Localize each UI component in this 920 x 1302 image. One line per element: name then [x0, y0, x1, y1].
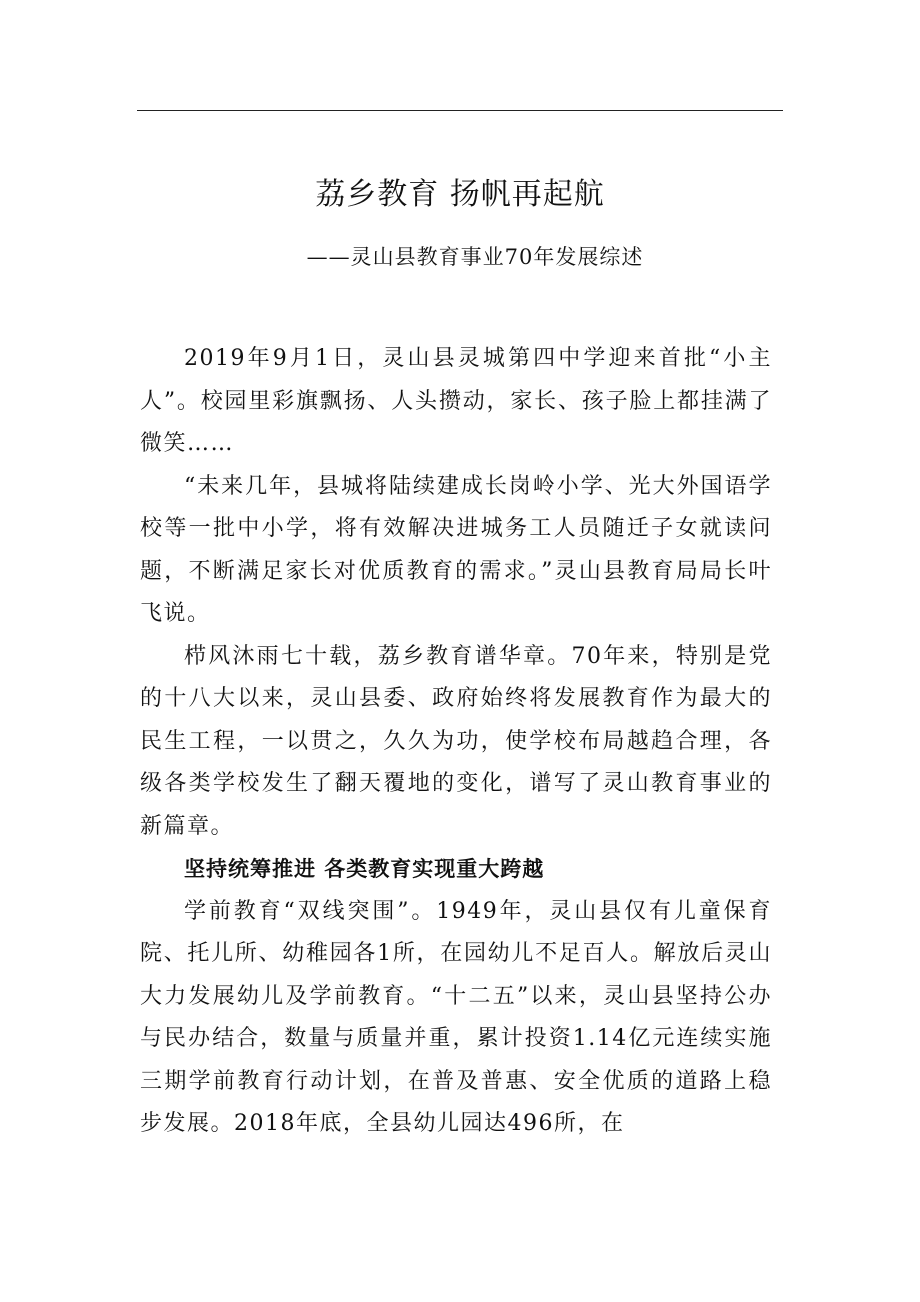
paragraph-overview: 栉风沐雨七十载，荔乡教育谱华章。70年来，特别是党的十八大以来，灵山县委、政府始终将发展教育作为最大的民生工程，一以贯之，久久为功，使学校布局越趋合理，各级各类学校发生了翻天覆地的变化，谱写了灵山教育事业的新篇章。	[140, 643, 772, 839]
header-rule	[137, 110, 783, 111]
paragraph-quote: “未来几年，县城将陆续建成长岗岭小学、光大外国语学校等一批中小学，将有效解决进城务工人员随迁子女就读问题，不断满足家长对优质教育的需求。”灵山县教育局局长叶飞说。	[140, 473, 772, 626]
paragraph-opening: 2019年9月1日，灵山县灵城第四中学迎来首批“小主人”。校园里彩旗飘扬、人头攒动，家长、孩子脸上都挂满了微笑……	[140, 346, 772, 456]
article-body	[140, 338, 772, 1146]
paragraph-preschool: 学前教育“双线突围”。1949年，灵山县仅有儿童保育院、托儿所、幼稚园各1所，在园幼儿不足百人。解放后灵山大力发展幼儿及学前教育。“十二五”以来，灵山县坚持公办与民办结合，数量与质量并重，累计投资1.14亿元连续实施三期学前教育行动计划，在普及普惠、安全优质的道路上稳步发展。2018年底，全县幼儿园达496所，在	[140, 898, 772, 1136]
document-title: 荔乡教育 扬帆再起航	[315, 177, 605, 212]
section-heading: 坚持统筹推进 各类教育实现重大跨越	[184, 857, 545, 881]
document-subtitle: ——灵山县教育事业70年发展综述	[306, 245, 644, 269]
